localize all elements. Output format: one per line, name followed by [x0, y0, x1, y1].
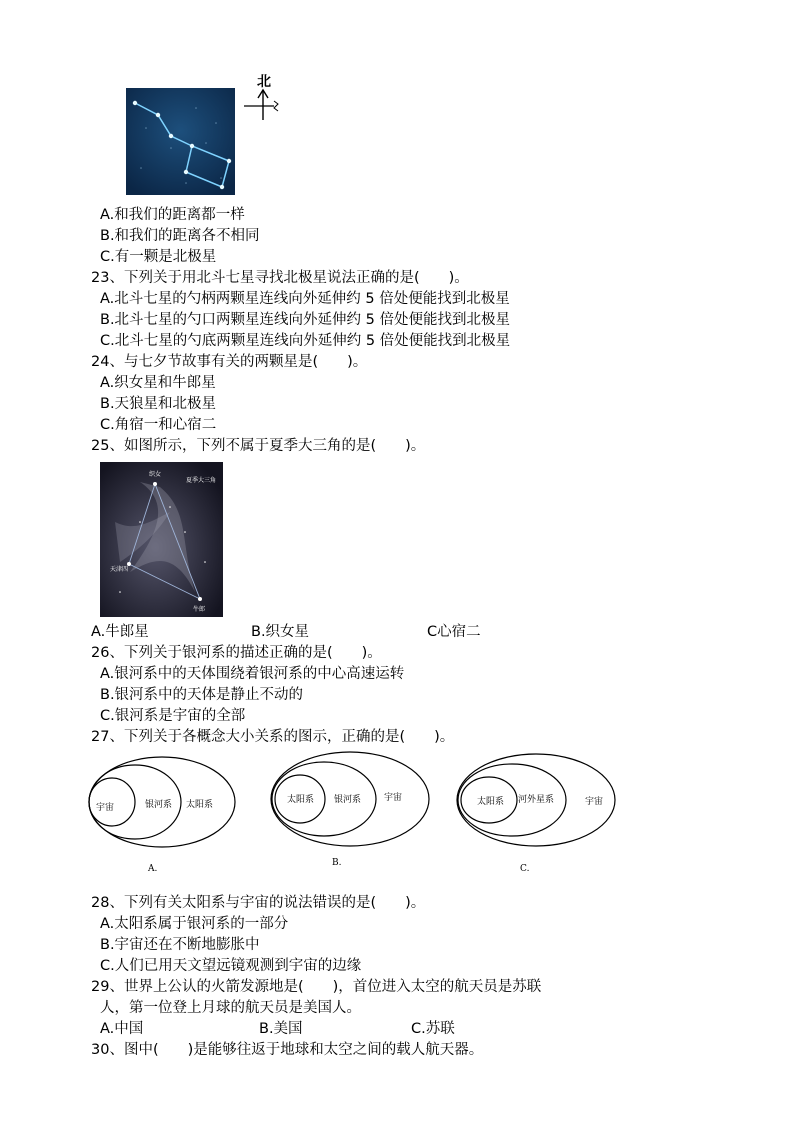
- q29-option-a: A.中国: [100, 1021, 144, 1037]
- q23-option-a: A.北斗七星的勺柄两颗星连线向外延伸约 5 倍处便能找到北极星: [100, 291, 510, 307]
- q28-option-a: A.太阳系属于银河系的一部分: [100, 916, 289, 932]
- nested-ellipses-diagram-a: [88, 755, 240, 855]
- q25-stem: 25、如图所示，下列不属于夏季大三角的是( )。: [91, 438, 426, 454]
- q22-option-a: A.和我们的距离都一样: [100, 207, 245, 223]
- vega-label: 织女: [149, 471, 162, 478]
- q25-option-c: C心宿二: [427, 624, 481, 640]
- nested-ellipses-diagram-b: [270, 750, 432, 850]
- q26-option-c: C.银河系是宇宙的全部: [100, 708, 246, 724]
- q23-stem: 23、下列关于用北斗七星寻找北极星说法正确的是( )。: [91, 270, 469, 286]
- compass-north-label: 北: [257, 74, 271, 90]
- q23-option-c: C.北斗七星的勺底两颗星连线向外延伸约 5 倍处便能找到北极星: [100, 333, 511, 349]
- diagram-b-letter: B.: [332, 858, 342, 868]
- altair-label: 牛郎: [193, 606, 206, 613]
- q28-stem: 28、下列有关太阳系与宇宙的说法错误的是( )。: [91, 895, 426, 911]
- q26-option-a: A.银河系中的天体围绕着银河系的中心高速运转: [100, 666, 405, 682]
- q29-stem-line1: 29、世界上公认的火箭发源地是( )，首位进入太空的航天员是苏联: [91, 979, 542, 995]
- q30-stem: 30、图中( )是能够往返于地球和太空之间的载人航天器。: [91, 1042, 484, 1058]
- diagram-c-inner-label: 太阳系: [477, 797, 505, 807]
- q26-stem: 26、下列关于银河系的描述正确的是( )。: [91, 645, 382, 661]
- q24-option-b: B.天狼星和北极星: [100, 396, 217, 412]
- summer-triangle-label: 夏季大三角: [186, 477, 217, 484]
- diagram-a-middle-label: 银河系: [145, 800, 173, 810]
- diagram-a-inner-label: 宇宙: [96, 803, 115, 813]
- north-arrow-icon: [240, 86, 282, 124]
- diagram-c-letter: C.: [520, 864, 530, 874]
- q25-option-b: B.织女星: [251, 624, 310, 640]
- q29-option-b: B.美国: [259, 1021, 303, 1037]
- q23-option-b: B.北斗七星的勺口两颗星连线向外延伸约 5 倍处便能找到北极星: [100, 312, 510, 328]
- q29-option-c: C.苏联: [411, 1021, 455, 1037]
- q22-option-c: C.有一颗是北极星: [100, 249, 217, 265]
- q28-option-b: B.宇宙还在不断地膨胀中: [100, 937, 260, 953]
- diagram-c-outer-label: 宇宙: [585, 797, 604, 807]
- big-dipper-image: [126, 88, 235, 195]
- deneb-label: 天津四: [110, 566, 129, 573]
- q24-stem: 24、与七夕节故事有关的两颗星是( )。: [91, 354, 368, 370]
- q29-stem-line2: 人，第一位登上月球的航天员是美国人。: [100, 1000, 361, 1016]
- q25-option-a: A.牛郎星: [91, 624, 149, 640]
- diagram-b-middle-label: 银河系: [334, 795, 362, 805]
- q24-option-c: C.角宿一和心宿二: [100, 417, 217, 433]
- diagram-b-inner-label: 太阳系: [287, 795, 315, 805]
- q24-option-a: A.织女星和牛郎星: [100, 375, 216, 391]
- nested-ellipses-diagram-c: [455, 752, 617, 852]
- diagram-b-outer-label: 宇宙: [384, 793, 403, 803]
- diagram-a-letter: A.: [148, 864, 158, 874]
- q27-stem: 27、下列关于各概念大小关系的图示，正确的是( )。: [91, 729, 455, 745]
- q28-option-c: C.人们已用天文望远镜观测到宇宙的边缘: [100, 958, 362, 974]
- q26-option-b: B.银河系中的天体是静止不动的: [100, 687, 304, 703]
- summer-triangle-image: [100, 462, 223, 617]
- diagram-c-middle-label: 河外星系: [518, 795, 555, 805]
- q22-option-b: B.和我们的距离各不相同: [100, 228, 260, 244]
- diagram-a-outer-label: 太阳系: [186, 800, 214, 810]
